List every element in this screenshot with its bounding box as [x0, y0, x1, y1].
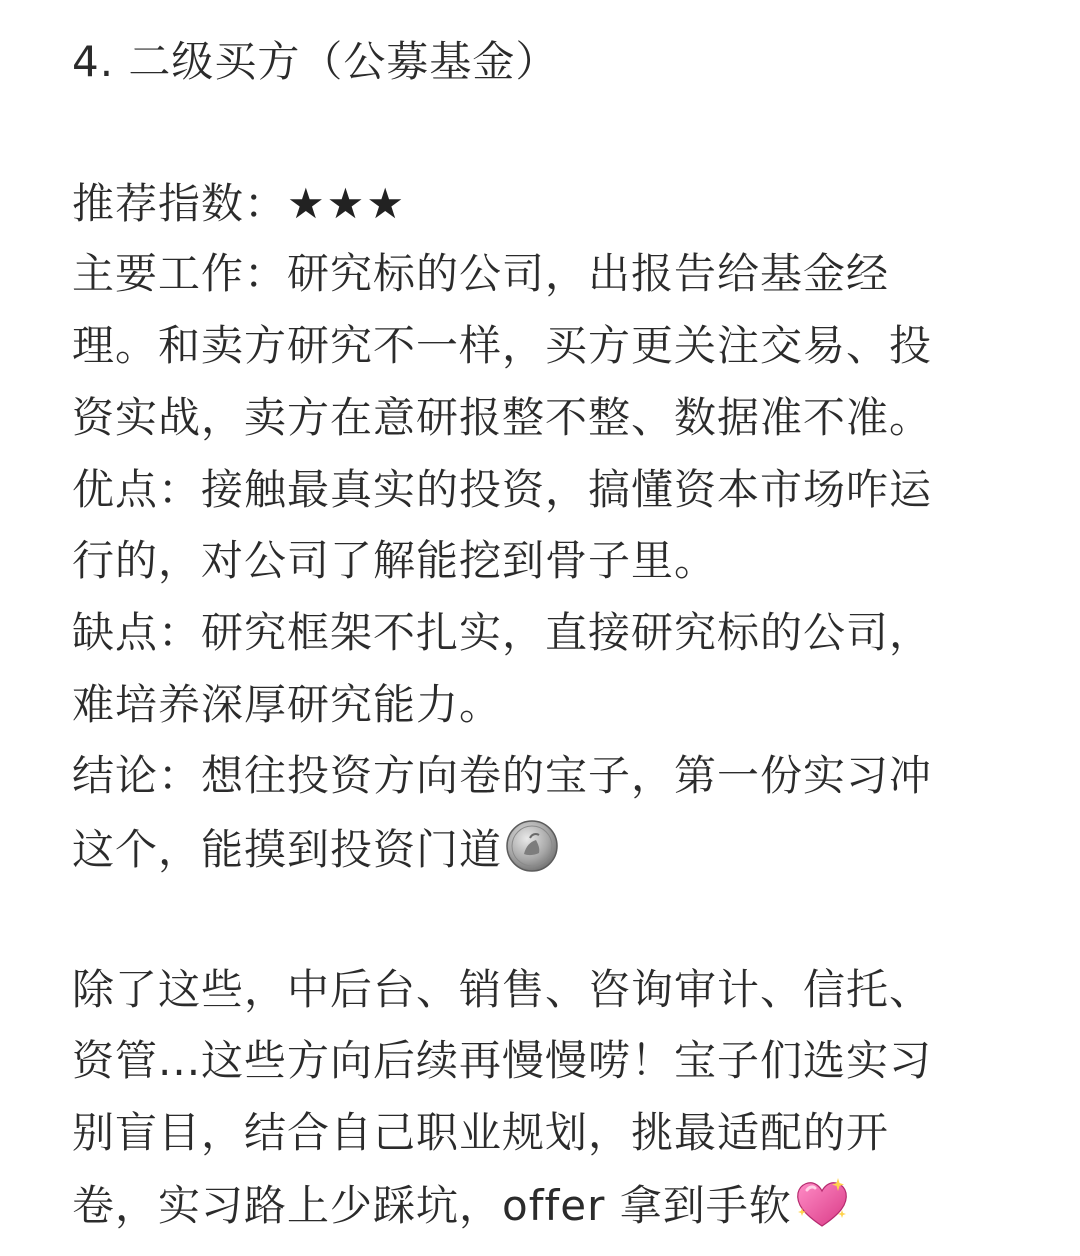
rating-stars-icon: ★★★ — [287, 179, 406, 228]
text-line: 主要工作：研究标的公司，出报告给基金经 — [72, 249, 890, 298]
rating-label: 推荐指数： — [72, 179, 288, 228]
text-line: 缺点：研究框架不扎实，直接研究标的公司， — [72, 608, 933, 657]
rating-line — [72, 176, 406, 232]
text-line-with-coin — [72, 820, 558, 878]
closing-line-with-heart — [72, 1176, 850, 1234]
closing-line: 别盲目，结合自己职业规划，挑最适配的开 — [72, 1108, 890, 1157]
text-line: 这个，能摸到投资门道 — [72, 825, 503, 874]
closing-line: 卷，实习路上少踩坑，offer 拿到手软 — [72, 1181, 792, 1230]
sparkling-heart-icon — [794, 1176, 850, 1230]
closing-line: 除了这些，中后台、销售、咨询审计、信托、 — [72, 965, 933, 1014]
section-heading: 4. 二级买方（公募基金） — [72, 37, 559, 86]
text-line: 资实战，卖方在意研报整不整、数据准不准。 — [72, 393, 933, 442]
text-line: 结论：想往投资方向卷的宝子，第一份实习冲 — [72, 751, 933, 800]
text-line: 难培养深厚研究能力。 — [72, 680, 503, 729]
text-line: 行的，对公司了解能挖到骨子里。 — [72, 536, 718, 585]
text-line: 理。和卖方研究不一样，买方更关注交易、投 — [72, 321, 933, 370]
text-line: 优点：接触最真实的投资，搞懂资本市场咋运 — [72, 465, 933, 514]
coin-icon — [506, 820, 558, 872]
closing-line: 资管...这些方向后续再慢慢唠！宝子们选实习 — [72, 1036, 933, 1085]
